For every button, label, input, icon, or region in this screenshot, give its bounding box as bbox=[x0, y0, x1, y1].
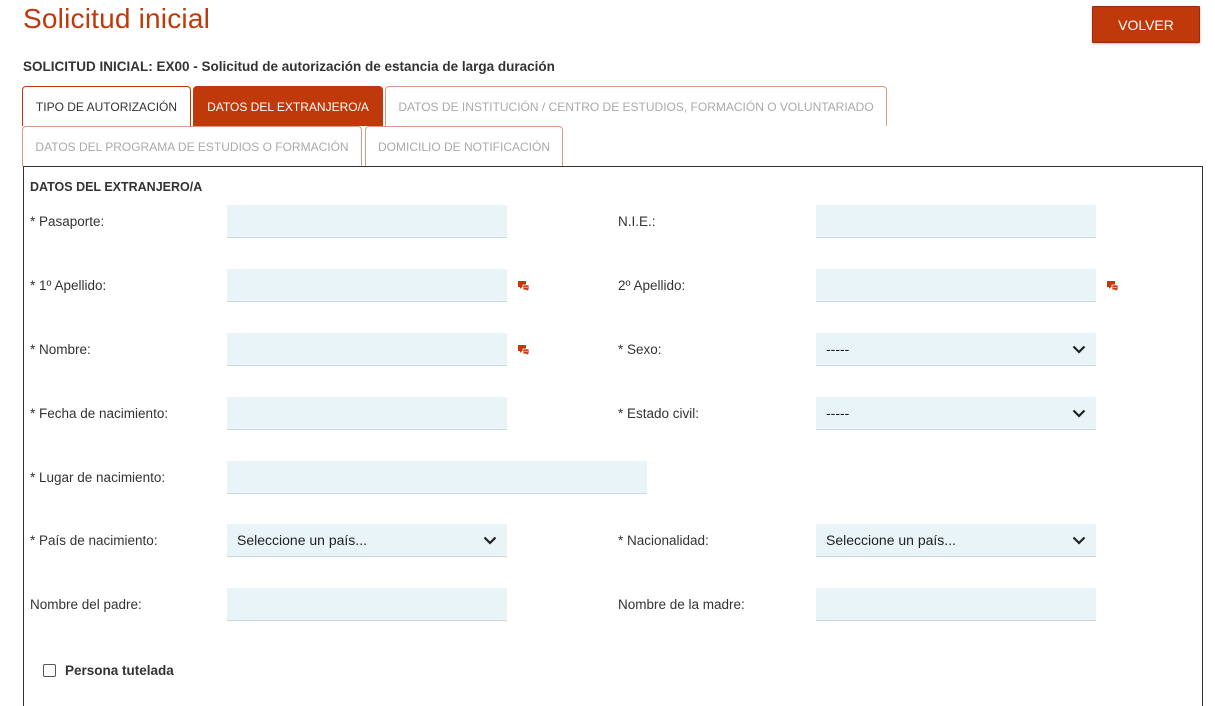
sexo-select[interactable] bbox=[816, 333, 1096, 366]
apellido1-input[interactable] bbox=[227, 269, 507, 302]
chevron-down-icon bbox=[483, 536, 497, 545]
estado-civil-selected-value: ----- bbox=[826, 405, 850, 421]
comment-hint-icon[interactable] bbox=[1106, 280, 1119, 293]
sexo-selected-value: ----- bbox=[826, 341, 850, 357]
pasaporte-input[interactable] bbox=[227, 205, 507, 238]
nacionalidad-label: * Nacionalidad: bbox=[618, 533, 709, 548]
request-subtitle: SOLICITUD INICIAL: EX00 - Solicitud de autorización de estancia de larga duración bbox=[23, 59, 555, 74]
tab-domicilio-notificacion[interactable]: DOMICILIO DE NOTIFICACIÓN bbox=[365, 126, 563, 166]
nombre-madre-input[interactable] bbox=[816, 588, 1096, 621]
comment-hint-icon[interactable] bbox=[517, 344, 530, 357]
sexo-label: * Sexo: bbox=[618, 342, 662, 357]
nie-input[interactable] bbox=[816, 205, 1096, 238]
nie-label: N.I.E.: bbox=[618, 214, 656, 229]
nombre-label: * Nombre: bbox=[30, 342, 91, 357]
estado-civil-label: * Estado civil: bbox=[618, 406, 700, 421]
chevron-down-icon bbox=[1072, 536, 1086, 545]
section-title: DATOS DEL EXTRANJERO/A bbox=[30, 180, 203, 194]
lugar-nacimiento-input[interactable] bbox=[227, 461, 647, 494]
lugar-nacimiento-label: * Lugar de nacimiento: bbox=[30, 470, 166, 485]
fecha-nacimiento-input[interactable] bbox=[227, 397, 507, 430]
estado-civil-select[interactable] bbox=[816, 397, 1096, 430]
persona-tutelada-checkbox[interactable] bbox=[43, 664, 56, 677]
fecha-nacimiento-label: * Fecha de nacimiento: bbox=[30, 406, 169, 421]
nombre-padre-input[interactable] bbox=[227, 588, 507, 621]
apellido2-label: 2º Apellido: bbox=[618, 278, 686, 293]
chevron-down-icon bbox=[1072, 345, 1086, 354]
pasaporte-label: * Pasaporte: bbox=[30, 214, 105, 229]
tab-datos-extranjero[interactable]: DATOS DEL EXTRANJERO/A bbox=[193, 86, 383, 126]
form-panel bbox=[23, 166, 1203, 706]
apellido2-input[interactable] bbox=[816, 269, 1096, 302]
tab-datos-institucion[interactable]: DATOS DE INSTITUCIÓN / CENTRO DE ESTUDIOS, FORMACIÓN O VOLUNTARIADO bbox=[385, 86, 887, 126]
chevron-down-icon bbox=[1072, 409, 1086, 418]
tab-datos-programa[interactable]: DATOS DEL PROGRAMA DE ESTUDIOS O FORMACIÓN bbox=[22, 126, 362, 166]
persona-tutelada-row[interactable] bbox=[43, 663, 174, 678]
back-button[interactable]: VOLVER bbox=[1092, 6, 1200, 43]
apellido1-label: * 1º Apellido: bbox=[30, 278, 107, 293]
pais-nacimiento-select[interactable] bbox=[227, 524, 507, 557]
page-title: Solicitud inicial bbox=[23, 3, 211, 34]
nombre-input[interactable] bbox=[227, 333, 507, 366]
nacionalidad-selected-value: Seleccione un país... bbox=[826, 532, 956, 548]
comment-hint-icon[interactable] bbox=[517, 280, 530, 293]
pais-nacimiento-label: * País de nacimiento: bbox=[30, 533, 158, 548]
nacionalidad-select[interactable] bbox=[816, 524, 1096, 557]
pais-nacimiento-selected-value: Seleccione un país... bbox=[237, 532, 367, 548]
tab-tipo-autorizacion[interactable]: TIPO DE AUTORIZACIÓN bbox=[22, 86, 191, 126]
persona-tutelada-label[interactable]: Persona tutelada bbox=[65, 663, 174, 678]
nombre-padre-label: Nombre del padre: bbox=[30, 597, 142, 612]
nombre-madre-label: Nombre de la madre: bbox=[618, 597, 745, 612]
